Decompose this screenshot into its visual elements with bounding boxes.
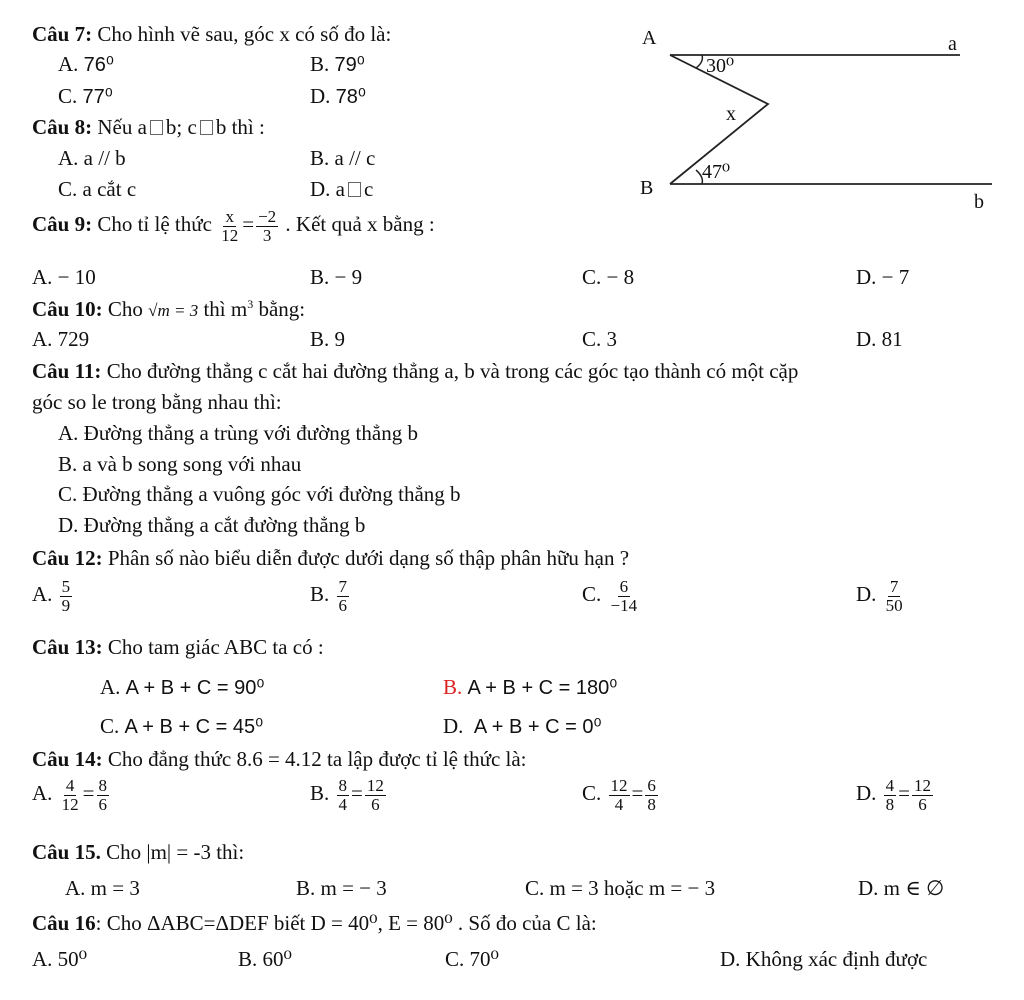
question-13: Câu 13: Cho tam giác ABC ta có : (32, 635, 324, 659)
question-14: Câu 14: Cho đẳng thức 8.6 = 4.12 ta lập được tỉ lệ thức là: (32, 747, 527, 771)
q8-option-d[interactable]: D. a c (310, 177, 374, 201)
question-9: Câu 9: Cho tỉ lệ thức $\frac{x}{12}$ = $\frac{-2}{3}$ . Kết quả x bằng : (32, 207, 435, 245)
label-line-b: b (974, 191, 984, 213)
q16-option-a[interactable]: A. 50⁰ (32, 947, 88, 971)
q8-option-c[interactable]: C. a cắt c (58, 177, 137, 201)
question-15-label: Câu 15. (32, 840, 101, 864)
q14-option-d[interactable]: D. $\frac{4}{8}$ = $\frac{12}{6}$ (856, 776, 932, 814)
q13-option-b-marker: B. (443, 675, 463, 699)
question-10: Câu 10: Cho √m = 3 thì $m^3$ bằng: (32, 297, 306, 321)
q15-option-d[interactable]: D. m ∈ ∅ (858, 876, 945, 900)
question-10-label: Câu 10: (32, 297, 103, 321)
missing-symbol-box (200, 120, 213, 135)
sqrt-expression: √m = 3 (148, 301, 199, 320)
label-angle-47: 47⁰ (702, 161, 731, 183)
question-7-label: Câu 7: (32, 22, 93, 46)
question-16-label: Câu 16 (32, 911, 96, 935)
q12-option-b[interactable]: B. $\frac{7}{6}$ (310, 577, 348, 615)
q12-option-c[interactable]: C. $\frac{6}{-14}$ (582, 577, 638, 615)
question-8-label: Câu 8: (32, 115, 93, 139)
question-14-label: Câu 14: (32, 747, 103, 771)
question-12: Câu 12: Phân số nào biểu diễn được dưới dạng số thập phân hữu hạn ? (32, 546, 630, 570)
question-15: Câu 15. Cho |m| = -3 thì: (32, 840, 245, 864)
label-angle-x: x (726, 103, 736, 125)
q8-option-a[interactable]: A. a // b (58, 146, 126, 170)
fraction-neg2-3: $\frac{-2}{3}$ (258, 207, 277, 245)
q13-option-d[interactable]: D. A + B + C = 0⁰ (443, 714, 602, 738)
q13-option-b[interactable]: B. A + B + C = 180⁰ (443, 675, 618, 699)
q16-option-b[interactable]: B. 60⁰ (238, 947, 292, 971)
q10-option-c[interactable]: C. 3 (582, 327, 618, 351)
question-11-line2: góc so le trong bằng nhau thì: (32, 390, 282, 414)
q12-option-d[interactable]: D. $\frac{7}{50}$ (856, 577, 903, 615)
q7-option-d[interactable]: D. 78⁰ (310, 84, 366, 108)
missing-symbol-box (348, 182, 361, 197)
q7-option-c[interactable]: C. 77⁰ (58, 84, 113, 108)
angle-arc-30 (696, 55, 702, 68)
q13-option-c[interactable]: C. A + B + C = 45⁰ (100, 714, 264, 738)
q16-option-c[interactable]: C. 70⁰ (445, 947, 499, 971)
q9-option-c[interactable]: C. − 8 (582, 265, 635, 289)
question-7 (32, 22, 391, 47)
label-point-b: B (640, 177, 654, 199)
q15-option-c[interactable]: C. m = 3 hoặc m = − 3 (525, 876, 716, 900)
q14-option-a[interactable]: A. $\frac{4}{12}$ = $\frac{8}{6}$ (32, 776, 108, 814)
question-16: Câu 16: Cho ΔABC=ΔDEF biết D = 40⁰, E = 80⁰ . Số đo của C là: (32, 911, 597, 935)
q10-option-a[interactable]: A. 729 (32, 327, 90, 351)
label-point-a: A (642, 27, 657, 49)
q11-option-d[interactable]: D. Đường thẳng a cắt đường thẳng b (58, 513, 366, 537)
q11-option-c[interactable]: C. Đường thẳng a vuông góc với đường thẳng b (58, 482, 461, 506)
q11-option-a[interactable]: A. Đường thẳng a trùng với đường thẳng b (58, 421, 418, 445)
missing-symbol-box (150, 120, 163, 135)
fraction-x-12: $\frac{x}{12}$ (221, 207, 239, 245)
q9-option-d[interactable]: D. − 7 (856, 265, 910, 289)
q15-option-a[interactable]: A. m = 3 (65, 876, 140, 900)
geometry-figure (630, 22, 1010, 222)
q9-option-a[interactable]: A. − 10 (32, 265, 96, 289)
q13-option-a[interactable]: A. A + B + C = 90⁰ (100, 675, 265, 699)
q15-option-b[interactable]: B. m = − 3 (296, 876, 387, 900)
label-line-a: a (948, 33, 957, 55)
question-9-label: Câu 9: (32, 212, 93, 237)
q14-option-b[interactable]: B. $\frac{8}{4}$ = $\frac{12}{6}$ (310, 776, 384, 814)
q8-option-b[interactable]: B. a // c (310, 146, 376, 170)
q11-option-b[interactable]: B. a và b song song với nhau (58, 452, 302, 476)
q7-option-b[interactable]: B. 79⁰ (310, 52, 365, 76)
question-8: Câu 8: Nếu a b; c b thì : (32, 115, 265, 139)
q9-option-b[interactable]: B. − 9 (310, 265, 363, 289)
q16-option-d[interactable]: D. Không xác định được (720, 947, 928, 971)
q14-option-c[interactable]: C. $\frac{12}{4}$ = $\frac{6}{8}$ (582, 776, 656, 814)
q7-option-a[interactable]: A. 76⁰ (58, 52, 114, 76)
q10-option-b[interactable]: B. 9 (310, 327, 346, 351)
question-7-text: Cho hình vẽ sau, góc x có số đo là: (97, 22, 392, 46)
question-12-label: Câu 12: (32, 546, 103, 570)
question-11-label: Câu 11: (32, 359, 102, 383)
question-11: Câu 11: Cho đường thẳng c cắt hai đường thẳng a, b và trong các góc tạo thành có một cặp (32, 359, 799, 383)
question-13-label: Câu 13: (32, 635, 103, 659)
q12-option-a[interactable]: A. $\frac{5}{9}$ (32, 577, 71, 615)
label-angle-30: 30⁰ (706, 55, 735, 77)
q10-option-d[interactable]: D. 81 (856, 327, 903, 351)
